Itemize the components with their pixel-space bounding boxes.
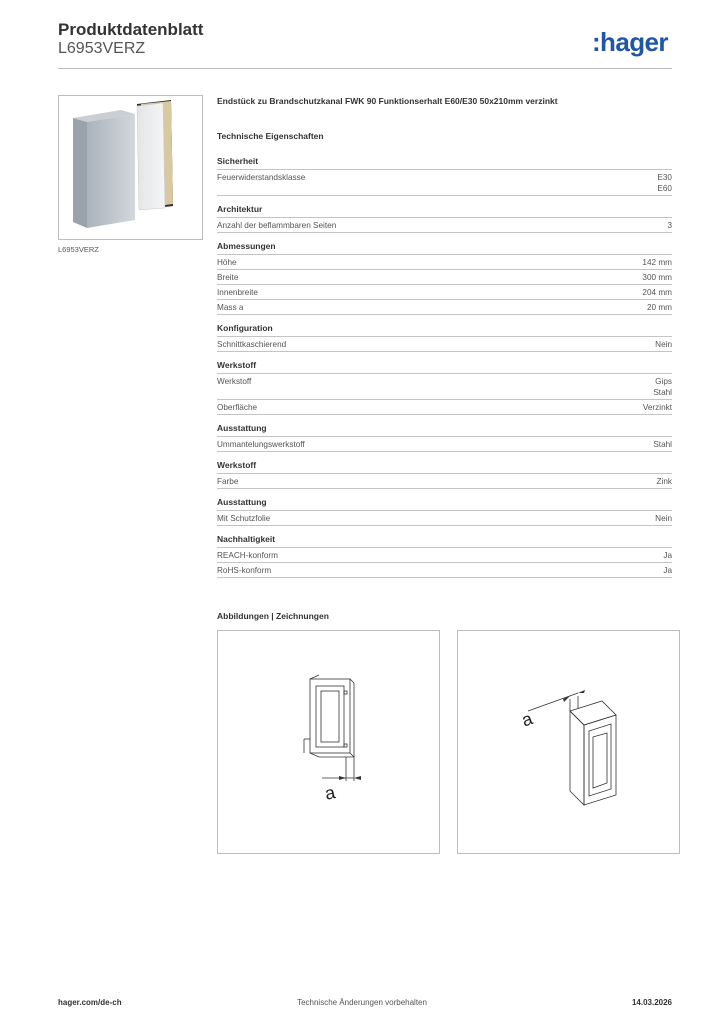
drawing-front-view: [217, 630, 440, 854]
property-row: [217, 373, 672, 399]
property-value: 142 mm: [642, 258, 672, 267]
section-title: Ausstattung: [217, 423, 267, 433]
properties-table: [217, 156, 672, 586]
property-label: Breite: [217, 273, 239, 282]
property-row: [217, 269, 672, 284]
property-label: REACH-konform: [217, 551, 278, 560]
section-konfiguration: [217, 323, 672, 352]
section-title: Konfiguration: [217, 323, 273, 333]
property-label: Innenbreite: [217, 288, 258, 297]
section-title: Abmessungen: [217, 241, 276, 251]
product-description: Endstück zu Brandschutzkanal FWK 90 Funktionserhalt E60/E30 50x210mm verzinkt: [217, 96, 558, 106]
property-label: Ummantelungswerkstoff: [217, 440, 305, 449]
section-werkstoff-farbe: [217, 460, 672, 489]
dimension-label-a: a: [518, 708, 536, 731]
property-label: Anzahl der beflammbaren Seiten: [217, 221, 337, 230]
footer-notice: Technische Änderungen vorbehalten: [297, 998, 427, 1007]
image-caption: L6953VERZ: [58, 245, 99, 254]
technical-drawing-front: [218, 631, 439, 853]
drawings-heading: Abbildungen | Zeichnungen: [217, 611, 329, 621]
footer-website[interactable]: hager.com/de-ch: [58, 998, 122, 1007]
property-value: Ja: [663, 551, 672, 560]
section-title: Architektur: [217, 204, 263, 214]
section-title: Nachhaltigkeit: [217, 534, 276, 544]
property-label: Feuerwiderstandsklasse: [217, 173, 306, 182]
property-label: Mit Schutzfolie: [217, 514, 271, 523]
property-value: Stahl: [653, 440, 672, 449]
property-value: 300 mm: [642, 273, 672, 282]
property-value: Gips Stahl: [653, 377, 672, 397]
section-architektur: [217, 204, 672, 233]
section-title: Werkstoff: [217, 360, 257, 370]
property-row: [217, 473, 672, 489]
property-row: [217, 436, 672, 452]
section-sicherheit: [217, 156, 672, 196]
product-code: L6953VERZ: [58, 40, 146, 57]
footer-date: 14.03.2026: [631, 998, 672, 1007]
dimension-label-a: a: [323, 782, 337, 804]
product-image: [58, 95, 203, 240]
drawing-perspective-view: [457, 630, 680, 854]
property-row: [217, 217, 672, 233]
property-value: E30 E60: [657, 173, 672, 193]
property-value: Nein: [655, 340, 672, 349]
property-row: [217, 399, 672, 415]
product-photo-illustration: [59, 96, 202, 239]
page-title: Produktdatenblatt: [58, 20, 204, 39]
property-label: Oberfläche: [217, 403, 258, 412]
property-row: [217, 336, 672, 352]
property-value: Nein: [655, 514, 672, 523]
property-value: Ja: [663, 566, 672, 575]
section-nachhaltigkeit: [217, 534, 672, 578]
section-title: Ausstattung: [217, 497, 267, 507]
section-abmessungen: [217, 241, 672, 315]
property-value: 3: [667, 221, 672, 230]
property-row: [217, 510, 672, 526]
property-label: Höhe: [217, 258, 237, 267]
property-value: Zink: [656, 477, 672, 486]
hager-logo[interactable]: :hager: [592, 27, 668, 57]
property-row: [217, 169, 672, 196]
property-row: [217, 547, 672, 562]
property-value: Verzinkt: [642, 403, 672, 412]
header-divider: [58, 68, 672, 69]
property-label: RoHS-konform: [217, 566, 272, 575]
property-value: 204 mm: [642, 288, 672, 297]
property-label: Werkstoff: [217, 377, 252, 386]
property-value: 20 mm: [646, 303, 672, 312]
property-label: Schnittkaschierend: [217, 340, 287, 349]
section-title: Sicherheit: [217, 156, 259, 166]
technical-drawing-perspective: [458, 631, 679, 853]
properties-heading: Technische Eigenschaften: [217, 131, 324, 141]
property-row: [217, 254, 672, 269]
property-label: Mass a: [217, 303, 244, 312]
property-row: [217, 299, 672, 315]
section-werkstoff: [217, 360, 672, 415]
property-row: [217, 284, 672, 299]
section-title: Werkstoff: [217, 460, 257, 470]
property-label: Farbe: [217, 477, 239, 486]
section-ausstattung-schutzfolie: [217, 497, 672, 526]
property-row: [217, 562, 672, 578]
section-ausstattung: [217, 423, 672, 452]
